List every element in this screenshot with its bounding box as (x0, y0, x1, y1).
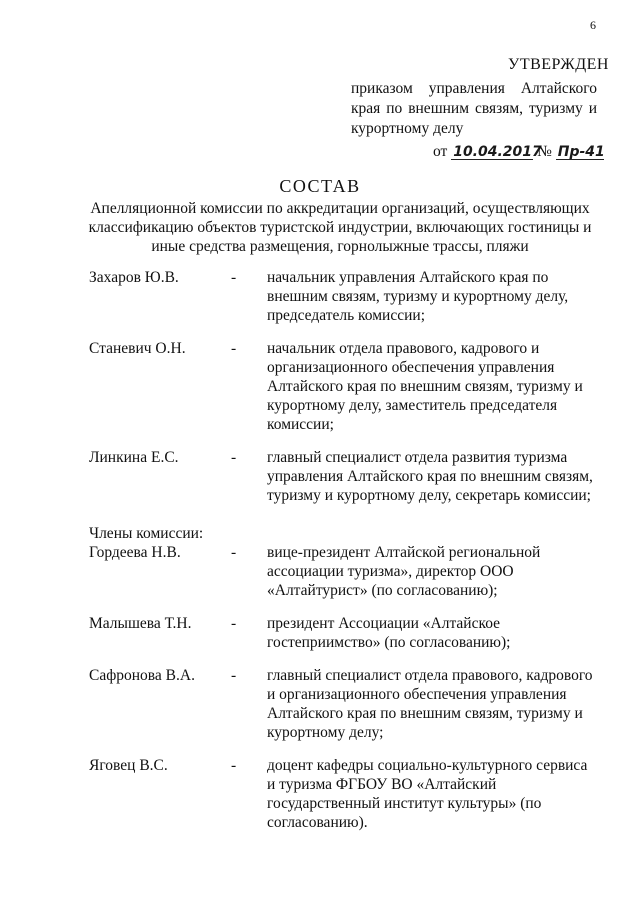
document-title: СОСТАВ (279, 176, 361, 196)
page-number: 6 (590, 18, 596, 32)
member-row (89, 543, 599, 600)
number-prefix: № (537, 143, 552, 160)
member-name: Станевич О.Н. (89, 340, 186, 357)
member-row (89, 268, 599, 325)
member-name: Захаров Ю.В. (89, 269, 179, 286)
member-name: Гордеева Н.В. (89, 544, 181, 561)
dash: - (231, 269, 237, 286)
member-role: доцент кафедры социально-культурного сервиса и туризма ФГБОУ ВО «Алтайский государственный институт культуры» (по согласованию). (267, 757, 588, 831)
dash: - (231, 667, 237, 684)
member-role: главный специалист отдела правового, кадрового и организационного обеспечения управления Алтайского края по внешним связям, туризму и курортному делу; (267, 667, 593, 741)
member-row (89, 666, 599, 742)
order-date-number (433, 143, 604, 161)
dash: - (231, 340, 237, 357)
order-line: приказом управления Алтайского (351, 80, 597, 97)
approval-order-text (351, 79, 597, 139)
member-name: Линкина Е.С. (89, 449, 179, 466)
member-role: главный специалист отдела развития туризма управления Алтайского края по внешним связям, туризму и курортному делу, секретарь комиссии; (267, 449, 593, 504)
member-name: Малышева Т.Н. (89, 615, 192, 632)
member-name: Сафронова В.А. (89, 667, 195, 684)
member-row (89, 448, 599, 505)
members-heading: Члены комиссии: (89, 525, 204, 542)
member-role: президент Ассоциации «Алтайское гостеприимство» (по согласованию); (267, 615, 511, 651)
handwritten-date: 10.04.2017 (453, 144, 542, 160)
member-role: начальник управления Алтайского края по внешним связям, туризму и курортному делу, председатель комиссии; (267, 269, 569, 324)
member-row (89, 614, 599, 652)
member-row (89, 756, 599, 832)
dash: - (231, 544, 237, 561)
member-row (89, 339, 599, 434)
date-prefix: от (433, 143, 448, 160)
members-list (89, 268, 599, 846)
dash: - (231, 449, 237, 466)
handwritten-number: Пр-41 (557, 144, 605, 160)
member-role: начальник отдела правового, кадрового и организационного обеспечения управления Алтайского края по внешним связям, туризму и курортному делу, заместитель председателя комиссии; (267, 340, 583, 433)
member-name: Яговец В.С. (89, 757, 168, 774)
dash: - (231, 757, 237, 774)
document-subtitle: Апелляционной комиссии по аккредитации организаций, осуществляющих классификацию объектов туристской индустрии, включающих гостиницы и иные средства размещения, горнолыжные трассы, пляжи (88, 200, 592, 255)
dash: - (231, 615, 237, 632)
order-line: курортному делу (351, 120, 464, 137)
member-role: вице-президент Алтайской региональной ассоциации туризма», директор ООО «Алтайтурист» (по согласованию); (267, 544, 541, 599)
approved-heading: УТВЕРЖДЕН (508, 56, 609, 73)
order-line: края по внешним связям, туризму и (351, 100, 597, 117)
